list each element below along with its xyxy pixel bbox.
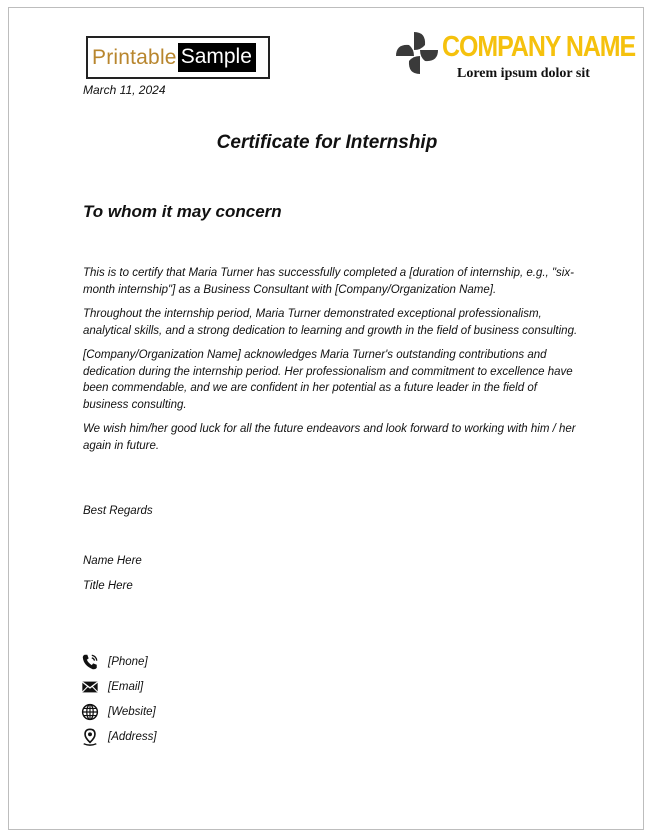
phone-icon — [81, 653, 99, 671]
contact-email — [81, 678, 143, 696]
brand-word-1: Printable — [92, 45, 177, 69]
contact-phone — [81, 653, 148, 671]
contact-label: [Address] — [108, 731, 157, 743]
contact-label: [Website] — [108, 706, 156, 718]
contact-label: [Email] — [108, 681, 144, 693]
body-paragraph: Throughout the internship period, Maria Turner demonstrated exceptional professionalism, analytical skills, and a strong dedication to learning and growth in the field of business consulting. — [83, 308, 578, 337]
document-date: March 11, 2024 — [83, 83, 166, 97]
salutation: To whom it may concern — [83, 202, 282, 221]
signatory-title: Title Here — [83, 580, 133, 592]
location-pin-icon — [81, 728, 99, 746]
globe-icon — [81, 703, 99, 721]
contact-website — [81, 703, 156, 721]
document-page — [8, 7, 644, 830]
contact-label: [Phone] — [108, 656, 148, 668]
closing: Best Regards — [83, 505, 153, 517]
signatory-name: Name Here — [83, 555, 142, 567]
brand-word-2: Sample — [178, 43, 256, 72]
certificate-title: Certificate for Internship — [216, 132, 438, 153]
contact-address — [81, 728, 157, 746]
body-paragraph: This is to certify that Maria Turner has successfully completed a [duration of internship, e.g., "six-month internship"] as a Business Consultant with [Company/Organization Name]. — [83, 267, 574, 296]
company-logo — [395, 30, 635, 80]
company-tagline: Lorem ipsum dolor sit — [457, 66, 590, 81]
pinwheel-icon — [395, 30, 439, 76]
company-name: COMPANY NAME — [442, 31, 636, 63]
letter-body — [83, 265, 583, 462]
body-paragraph: We wish him/her good luck for all the future endeavors and look forward to working with him / her again in future. — [83, 423, 576, 452]
body-paragraph: [Company/Organization Name] acknowledges Maria Turner's outstanding contributions and dedication during the internship period. Her professionalism and commitment to excellence have been commendable, and we are confident in her potential as a future leader in the field of business consulting. — [83, 349, 573, 411]
printable-sample-logo — [86, 36, 270, 79]
email-icon — [81, 678, 99, 696]
